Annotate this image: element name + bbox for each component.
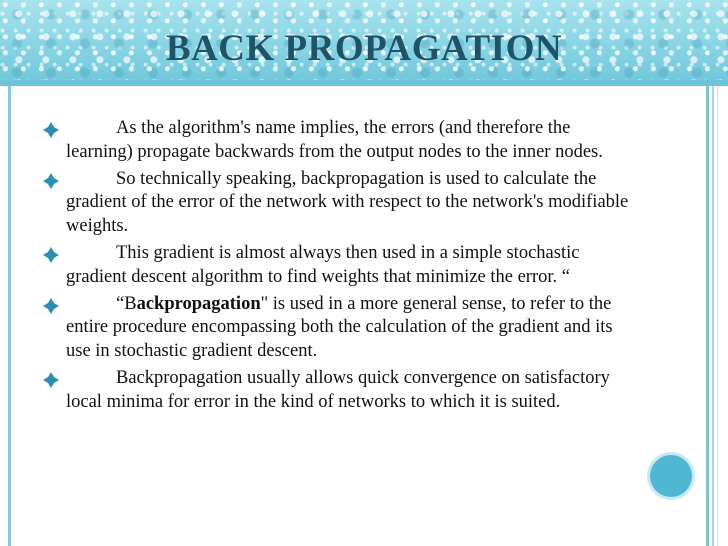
diamond-bullet-icon: [42, 246, 60, 264]
diamond-bullet-icon: [42, 121, 60, 139]
diamond-bullet-icon: [42, 371, 60, 389]
bullet-item: [42, 117, 637, 165]
bullet-text: As the algorithm's name implies, the errors (and therefore the learning) propagate backwards from the output nodes to the inner nodes.: [66, 118, 603, 162]
bullet-item: [42, 293, 637, 364]
right-frame-line: [706, 86, 709, 546]
diamond-bullet-icon: [42, 172, 60, 190]
bullet-text: This gradient is almost always then used in a simple stochastic gradient descent algorithm to find weights that minimize the error. “: [66, 242, 580, 287]
bullet-text-bold: ackpropagation: [136, 293, 261, 314]
bullet-text-pre: “B: [116, 293, 137, 314]
bullet-item: [42, 242, 637, 290]
header-divider: [0, 80, 728, 86]
bullet-item: [42, 168, 637, 239]
bullet-item: [42, 367, 637, 415]
diamond-bullet-icon: [42, 297, 60, 315]
right-frame-line-3: [717, 86, 718, 546]
left-frame-line: [8, 86, 11, 546]
right-frame-line-2: [712, 86, 714, 546]
slide-title: BACK PROPAGATION: [165, 28, 563, 69]
decorative-circle: [650, 455, 692, 497]
bullet-text: So technically speaking, backpropagation is used to calculate the gradient of the error of the network with respect to the network's modifiable weights.: [66, 168, 629, 237]
bullet-text: Backpropagation usually allows quick convergence on satisfactory local minima for error in the kind of networks to which it is suited.: [66, 367, 610, 412]
bullet-text-post: " is used in a more general sense, to refer to the entire procedure encompassing both the calculation of the gradient and its use in stochastic gradient descent.: [66, 293, 613, 362]
bullet-list: [42, 117, 637, 418]
